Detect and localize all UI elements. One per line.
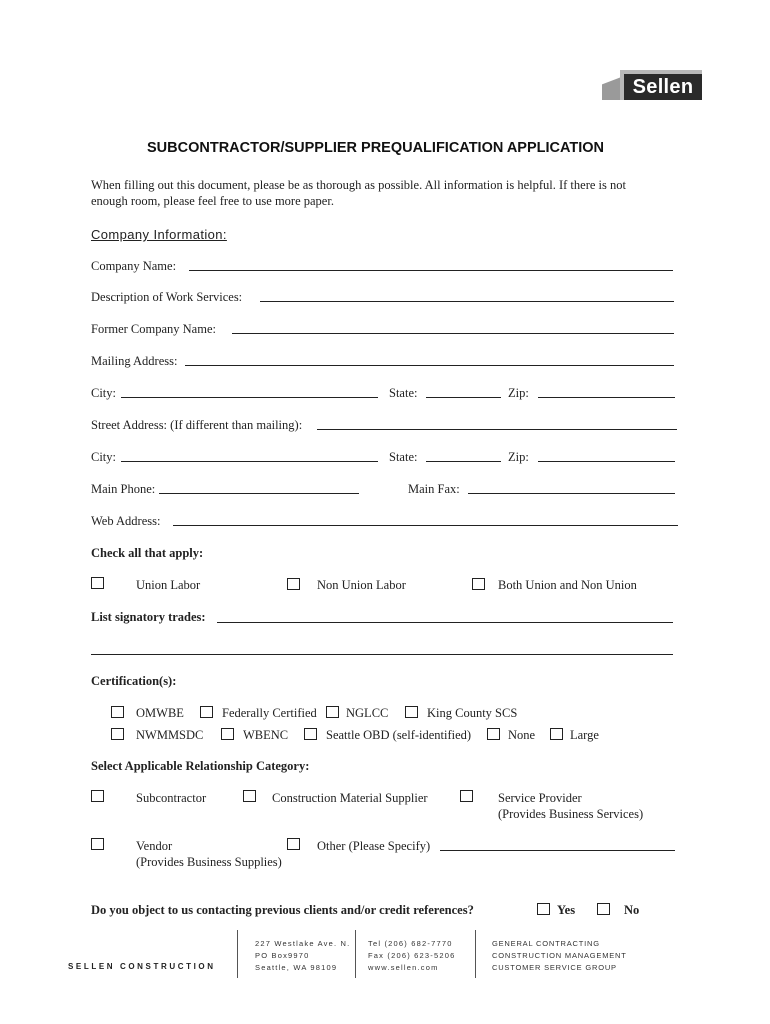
work-services-field[interactable] bbox=[260, 301, 674, 302]
city2-field[interactable] bbox=[121, 461, 378, 462]
union-labor-label: Union Labor bbox=[136, 578, 201, 592]
certifications-heading: Certification(s): bbox=[91, 674, 177, 688]
main-fax-label: Main Fax: bbox=[408, 482, 460, 496]
omwbe-checkbox[interactable] bbox=[111, 706, 124, 718]
city-label: City: bbox=[91, 386, 117, 400]
vendor-checkbox[interactable] bbox=[91, 838, 104, 850]
web-address-field[interactable] bbox=[173, 525, 678, 526]
zip2-field[interactable] bbox=[538, 461, 675, 462]
other-checkbox[interactable] bbox=[287, 838, 300, 850]
mailing-address-label: Mailing Address: bbox=[91, 354, 178, 368]
main-phone-label: Main Phone: bbox=[91, 482, 156, 496]
city-field[interactable] bbox=[121, 397, 378, 398]
work-services-label: Description of Work Services: bbox=[91, 290, 243, 304]
wbenc-checkbox[interactable] bbox=[221, 728, 234, 740]
former-name-field[interactable] bbox=[232, 333, 674, 334]
footer-service-line: CONSTRUCTION MANAGEMENT bbox=[492, 951, 627, 960]
signatory-trades-field[interactable] bbox=[217, 622, 673, 623]
state2-label: State: bbox=[389, 450, 418, 464]
footer-company: SELLEN CONSTRUCTION bbox=[68, 962, 216, 971]
company-name-field[interactable] bbox=[189, 270, 673, 271]
mailing-address-field[interactable] bbox=[185, 365, 674, 366]
footer-address bbox=[255, 938, 350, 974]
vendor-label: Vendor bbox=[136, 839, 173, 853]
footer-services bbox=[492, 938, 627, 974]
logo-text: Sellen bbox=[624, 74, 702, 100]
nwmmsdc-label: NWMMSDC bbox=[136, 728, 204, 742]
footer-divider-3 bbox=[475, 930, 476, 978]
none-checkbox[interactable] bbox=[487, 728, 500, 740]
footer-phone: Tel (206) 682-7770 bbox=[368, 939, 453, 948]
omwbe-label: OMWBE bbox=[136, 706, 184, 720]
nglcc-label: NGLCC bbox=[346, 706, 389, 720]
nwmmsdc-checkbox[interactable] bbox=[111, 728, 124, 740]
footer-fax: Fax (206) 623-5206 bbox=[368, 951, 456, 960]
subcontractor-label: Subcontractor bbox=[136, 791, 207, 805]
footer-contact bbox=[368, 938, 455, 974]
service-provider-checkbox[interactable] bbox=[460, 790, 473, 802]
references-yes-label: Yes bbox=[557, 903, 576, 917]
both-union-label: Both Union and Non Union bbox=[498, 578, 637, 592]
signatory-trades-label: List signatory trades: bbox=[91, 610, 206, 624]
nglcc-checkbox[interactable] bbox=[326, 706, 339, 718]
zip-field[interactable] bbox=[538, 397, 675, 398]
union-labor-checkbox[interactable] bbox=[91, 577, 104, 589]
material-supplier-checkbox[interactable] bbox=[243, 790, 256, 802]
footer-service-line: GENERAL CONTRACTING bbox=[492, 939, 600, 948]
company-name-label: Company Name: bbox=[91, 259, 177, 273]
footer-address-line: PO Box9970 bbox=[255, 951, 310, 960]
street-address-label: Street Address: (If different than mailing): bbox=[91, 418, 303, 432]
footer-address-line: 227 Westlake Ave. N. bbox=[255, 939, 351, 948]
material-supplier-label: Construction Material Supplier bbox=[272, 791, 428, 805]
street-address-field[interactable] bbox=[317, 429, 677, 430]
non-union-labor-checkbox[interactable] bbox=[287, 578, 300, 590]
footer-divider-2 bbox=[355, 930, 356, 978]
seattle-obd-label: Seattle OBD (self-identified) bbox=[326, 728, 472, 742]
king-county-scs-label: King County SCS bbox=[427, 706, 518, 720]
references-no-label: No bbox=[624, 903, 640, 917]
references-yes-checkbox[interactable] bbox=[537, 903, 550, 915]
main-fax-field[interactable] bbox=[468, 493, 675, 494]
both-union-checkbox[interactable] bbox=[472, 578, 485, 590]
none-label: None bbox=[508, 728, 536, 742]
federally-certified-label: Federally Certified bbox=[222, 706, 317, 720]
large-checkbox[interactable] bbox=[550, 728, 563, 740]
footer-address-line: Seattle, WA 98109 bbox=[255, 963, 338, 972]
signatory-trades-field-2[interactable] bbox=[91, 654, 673, 655]
references-no-checkbox[interactable] bbox=[597, 903, 610, 915]
relationship-heading: Select Applicable Relationship Category: bbox=[91, 759, 310, 773]
subcontractor-checkbox[interactable] bbox=[91, 790, 104, 802]
city2-label: City: bbox=[91, 450, 117, 464]
other-label: Other (Please Specify) bbox=[317, 839, 431, 853]
footer-service-line: CUSTOMER SERVICE GROUP bbox=[492, 963, 617, 972]
federally-certified-checkbox[interactable] bbox=[200, 706, 213, 718]
references-question: Do you object to us contacting previous clients and/or credit references? bbox=[91, 903, 474, 917]
page-title: SUBCONTRACTOR/SUPPLIER PREQUALIFICATION APPLICATION bbox=[147, 140, 605, 156]
sellen-logo bbox=[602, 70, 702, 100]
state2-field[interactable] bbox=[426, 461, 501, 462]
state-field[interactable] bbox=[426, 397, 501, 398]
seattle-obd-checkbox[interactable] bbox=[304, 728, 317, 740]
king-county-scs-checkbox[interactable] bbox=[405, 706, 418, 718]
main-phone-field[interactable] bbox=[159, 493, 359, 494]
other-specify-field[interactable] bbox=[440, 850, 675, 851]
service-provider-note: (Provides Business Services) bbox=[498, 807, 644, 821]
intro-line-1: When filling out this document, please be as thorough as possible. All information is helpful. If there is not bbox=[91, 178, 626, 192]
former-name-label: Former Company Name: bbox=[91, 322, 216, 336]
web-address-label: Web Address: bbox=[91, 514, 161, 528]
large-label: Large bbox=[570, 728, 599, 742]
vendor-note: (Provides Business Supplies) bbox=[136, 855, 282, 869]
non-union-labor-label: Non Union Labor bbox=[317, 578, 406, 592]
wbenc-label: WBENC bbox=[243, 728, 289, 742]
service-provider-label: Service Provider bbox=[498, 791, 582, 805]
zip2-label: Zip: bbox=[508, 450, 529, 464]
labor-heading: Check all that apply: bbox=[91, 546, 204, 560]
footer-divider-1 bbox=[237, 930, 238, 978]
company-info-heading: Company Information: bbox=[91, 227, 227, 242]
zip-label: Zip: bbox=[508, 386, 529, 400]
state-label: State: bbox=[389, 386, 418, 400]
intro-line-2: enough room, please feel free to use more paper. bbox=[91, 194, 334, 208]
footer-website: www.sellen.com bbox=[368, 963, 439, 972]
